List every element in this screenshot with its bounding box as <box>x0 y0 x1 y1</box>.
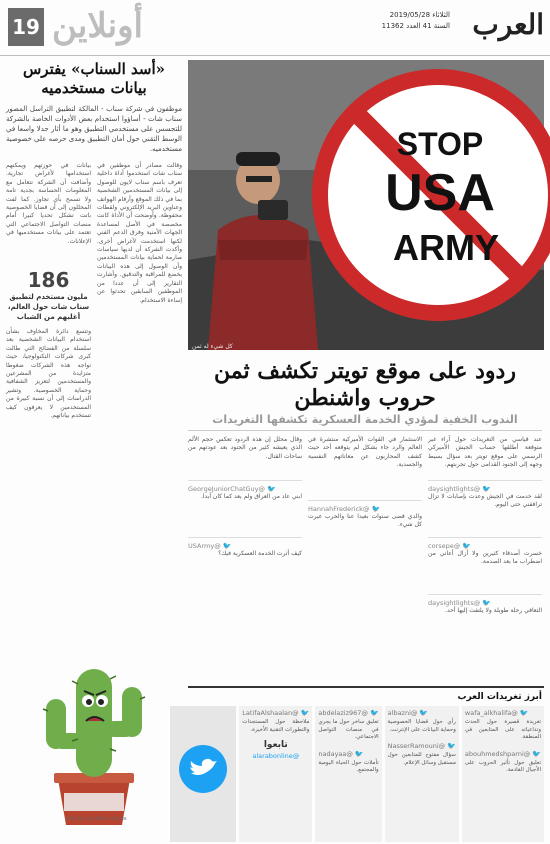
follow-handle[interactable]: @alarabonline <box>252 752 300 760</box>
tweet-handle[interactable]: @NasserRamouni <box>387 742 446 750</box>
issue-number: السنة 41 العدد 11362 <box>381 22 450 30</box>
tweet-handle[interactable]: @LatifaAlshaalan <box>242 709 299 717</box>
sign-text-army: ARMY <box>393 227 499 268</box>
headline-divider <box>188 430 542 431</box>
issue-info <box>382 10 450 32</box>
twitter-bird-icon: 🐦 <box>462 542 471 550</box>
photo-caption: كل شيء له ثمن <box>192 343 233 350</box>
sign-text-usa: USA <box>385 164 495 222</box>
tweet-text: سؤال مفتوح للمتابعين حول مستقبل وسائل الإعلام. <box>387 752 456 766</box>
stat-number: 186 <box>27 268 70 292</box>
tweet-handle[interactable]: @USArmy <box>188 542 221 550</box>
embedded-tweet <box>428 480 542 533</box>
top-tweets-grid <box>188 706 544 842</box>
tweet-text: ابني عاد من العراق ولم يعد كما كان أبدا. <box>200 493 302 500</box>
twitter-bird-icon: 🐦 <box>222 542 232 550</box>
tweet-handle[interactable]: @GeorgeJuniorChatGuy <box>188 485 266 493</box>
sidebar-headline: «أسد السناب» يفترس بيانات مستخدميه <box>22 60 166 97</box>
tweet-text: كيف أثرت الخدمة العسكرية فيك؟ <box>218 550 302 557</box>
main-column-text: الاستثمار في القوات الأميركية منتشرة في العالم والرد جاء بشكل لم يتوقعه أحد حيث كشف المحاربون عن معاناتهم النفسية والجسدية. <box>308 436 422 469</box>
embedded-tweet <box>428 594 542 647</box>
issue-date: الثلاثاء 2019/05/28 <box>389 11 450 19</box>
sidebar-column-text-2: وتتسع دائرة المخاوف بشأن استخدام البيانات الشخصية بعد سلسلة من الفضائح التي طالت كبرى شركات التكنولوجيا، حيث تواجه هذه الشركات ضغوطا متزايدة من المشرعين والمستخدمين لتعزيز الشفافية وحماية الخصوصية. وتشير الدراسات إلى أن نسبة كبيرة من المستخدمين لا يعرفون كيف تستخدم بياناتهم. <box>6 328 91 420</box>
sidebar-column-text: بيانات في حوزتهم ويمكنهم استخدامها لأغراض تجارية. وأضافت أن الشركة تتعامل مع المعلومات الحساسة بجدية تامة ولا تسمح بأي تجاوز. كما لفت المحللون إلى أن قضايا الخصوصية باتت تشكل تحديا كبيرا أمام منصات التواصل الاجتماعي التي تعتمد على بيانات مستخدميها في الإعلانات. <box>6 162 91 245</box>
cartoon-credit: Cartoon by Nikola Listes <box>66 816 127 822</box>
tweet-handle[interactable]: @nadayaa <box>318 749 353 758</box>
masthead <box>0 0 550 56</box>
main-article-columns <box>188 436 542 681</box>
tweet-text: لقد خدمت في الجيش وعدت بإصابات لا تزال ترافقني حتى اليوم. <box>428 493 542 509</box>
tweet-card <box>239 706 312 842</box>
cactus-illustration <box>6 629 182 834</box>
sidebar-column-right: وقالت مصادر أن موظفين في سناب شات استخدموا أداة داخلية تعرف باسم سناب لايون للوصول إلى بيانات المستخدمين الشخصية بما في ذلك الموقع وأرقام الهواتف وعناوين البريد الإلكتروني ولقطات محفوظة. وأوضحت أن الأداة كانت مخصصة في الأصل لمساعدة الجهات الأمنية وفرق الدعم الفني لكنها استخدمت لأغراض أخرى. وأكدت الشركة أن لديها سياسات صارمة لحماية بيانات المستخدمين وأن الوصول إلى هذه البيانات يخضع للمراقبة والتدقيق. وأشارت التقارير إلى أن عددا من الموظفين السابقين تحدثوا عن إساءة الاستخدام. <box>97 162 182 304</box>
tweet-card-filler <box>170 706 236 842</box>
sign-text-stop: STOP <box>396 126 484 162</box>
page-number: 19 <box>8 8 44 46</box>
twitter-bird-icon: 🐦 <box>371 505 381 513</box>
tweet-card <box>385 706 459 842</box>
tweet-handle[interactable]: @abouhmedshparni <box>464 749 531 758</box>
main-column-1 <box>428 436 542 681</box>
cactus-cartoon <box>6 629 182 834</box>
tweet-card <box>462 706 544 842</box>
tweet-text: والدي قضى سنوات بعيدا عنا والحرب غيرت كل شيء. <box>308 513 422 529</box>
main-column-2 <box>308 436 422 681</box>
sidebar-lead: موظفون في شركة سناب - المالكة لتطبيق التراسل المصور سناب شات - أساؤوا استخدام بعض الأدوات الخاصة بالشركة للتجسس على مستخدمي التطبيق وهو ما أثار جدلا واسعا في الوسط التقني حول أمان التطبيق ومدى حرصه على خصوصية مستخدميه. <box>6 105 182 153</box>
tweet-text: تعليق ساخر حول ما يجري في منصات التواصل الاجتماعي. <box>318 719 379 740</box>
tweet-text: رأي حول قضايا الخصوصية وحماية البيانات على الإنترنت. <box>387 719 456 733</box>
twitter-bird-icon <box>173 739 233 799</box>
main-subheadline: الندوب الخفية لمؤدي الخدمة العسكرية تكشفها التغريدات <box>212 413 518 426</box>
twitter-bird-icon: 🐦 <box>354 749 364 758</box>
main-column-text: وقال محلل إن هذه الردود تعكس حجم الألم الذي يعيشه كثير من الجنود بعد عودتهم من ساحات القتال. <box>188 436 302 460</box>
embedded-tweet <box>188 480 302 533</box>
tweet-text: ملاحظة حول المستجدات والتطورات التقنية الأخيرة. <box>242 719 310 733</box>
sidebar-article <box>6 60 182 840</box>
twitter-bird-icon: 🐦 <box>532 749 541 758</box>
tweet-handle[interactable]: @corsepe <box>428 542 461 550</box>
main-column-text: عند قياسي من التغريدات حول آراء غير متوقعة أطلقها حساب الجيش الأميركي الرسمي على موقع تويتر بعد سؤال بسيط وجهه إلى الجنود القدامى حول تجربتهم. <box>428 436 542 469</box>
tweet-handle[interactable]: @HannahFrederick <box>308 505 370 513</box>
tweet-text: تعليق حول تأثير الحروب على الأجيال القادمة. <box>464 759 541 773</box>
twitter-bird-icon: 🐦 <box>300 709 310 717</box>
follow-label: تابعوا <box>263 740 288 750</box>
embedded-tweet <box>428 537 542 590</box>
twitter-bird-icon: 🐦 <box>369 709 379 717</box>
top-tweets-title: أبرز تغريدات العرب <box>457 692 542 702</box>
tweet-handle[interactable]: @albazni <box>387 709 418 717</box>
embedded-tweet <box>188 537 302 590</box>
stat-callout <box>6 268 91 322</box>
twitter-bird-icon: 🐦 <box>482 485 491 493</box>
tweet-handle[interactable]: @daysightlights <box>428 599 481 607</box>
twitter-bird-icon: 🐦 <box>419 709 429 717</box>
tweet-handle[interactable]: @daysightlights <box>428 485 481 493</box>
stat-text: مليون مستخدم لتطبيق سناب شات حول العالم، أغلبهم من الشباب <box>7 293 90 321</box>
sidebar-column-left <box>6 162 91 482</box>
tweet-text: خسرت أصدقاء كثيرين ولا أزال أعاني من اضطراب ما بعد الصدمة. <box>428 550 542 566</box>
twitter-bird-icon: 🐦 <box>267 485 276 493</box>
main-column-3 <box>188 436 302 681</box>
tweet-text: تغريدة قصيرة حول الحدث وتداعياته على المتابعين في المنطقة. <box>464 719 541 740</box>
lead-photo <box>188 60 544 350</box>
twitter-bird-icon: 🐦 <box>519 709 529 717</box>
twitter-bird-icon: 🐦 <box>482 599 491 607</box>
embedded-tweet <box>308 500 422 563</box>
protest-photo-illustration <box>188 60 544 350</box>
section-title: أونلاين <box>52 6 143 46</box>
newspaper-logo: العرب <box>472 8 544 41</box>
main-headline: ردود على موقع تويتر تكشف ثمن حروب واشنطن <box>214 358 516 411</box>
top-tweets-section <box>188 686 544 840</box>
tweet-card <box>315 706 381 842</box>
tweet-text: تأملات حول الحياة اليومية والمجتمع. <box>318 759 379 773</box>
twitter-bird-icon: 🐦 <box>447 742 456 750</box>
tweet-text: التعافي رحلة طويلة ولا يلتفت إليها أحد. <box>445 607 542 614</box>
sidebar-columns <box>6 162 182 482</box>
tweet-handle[interactable]: @abdelaziz967 <box>318 709 368 717</box>
tweet-handle[interactable]: @wafa_alkhalifa <box>464 709 518 717</box>
